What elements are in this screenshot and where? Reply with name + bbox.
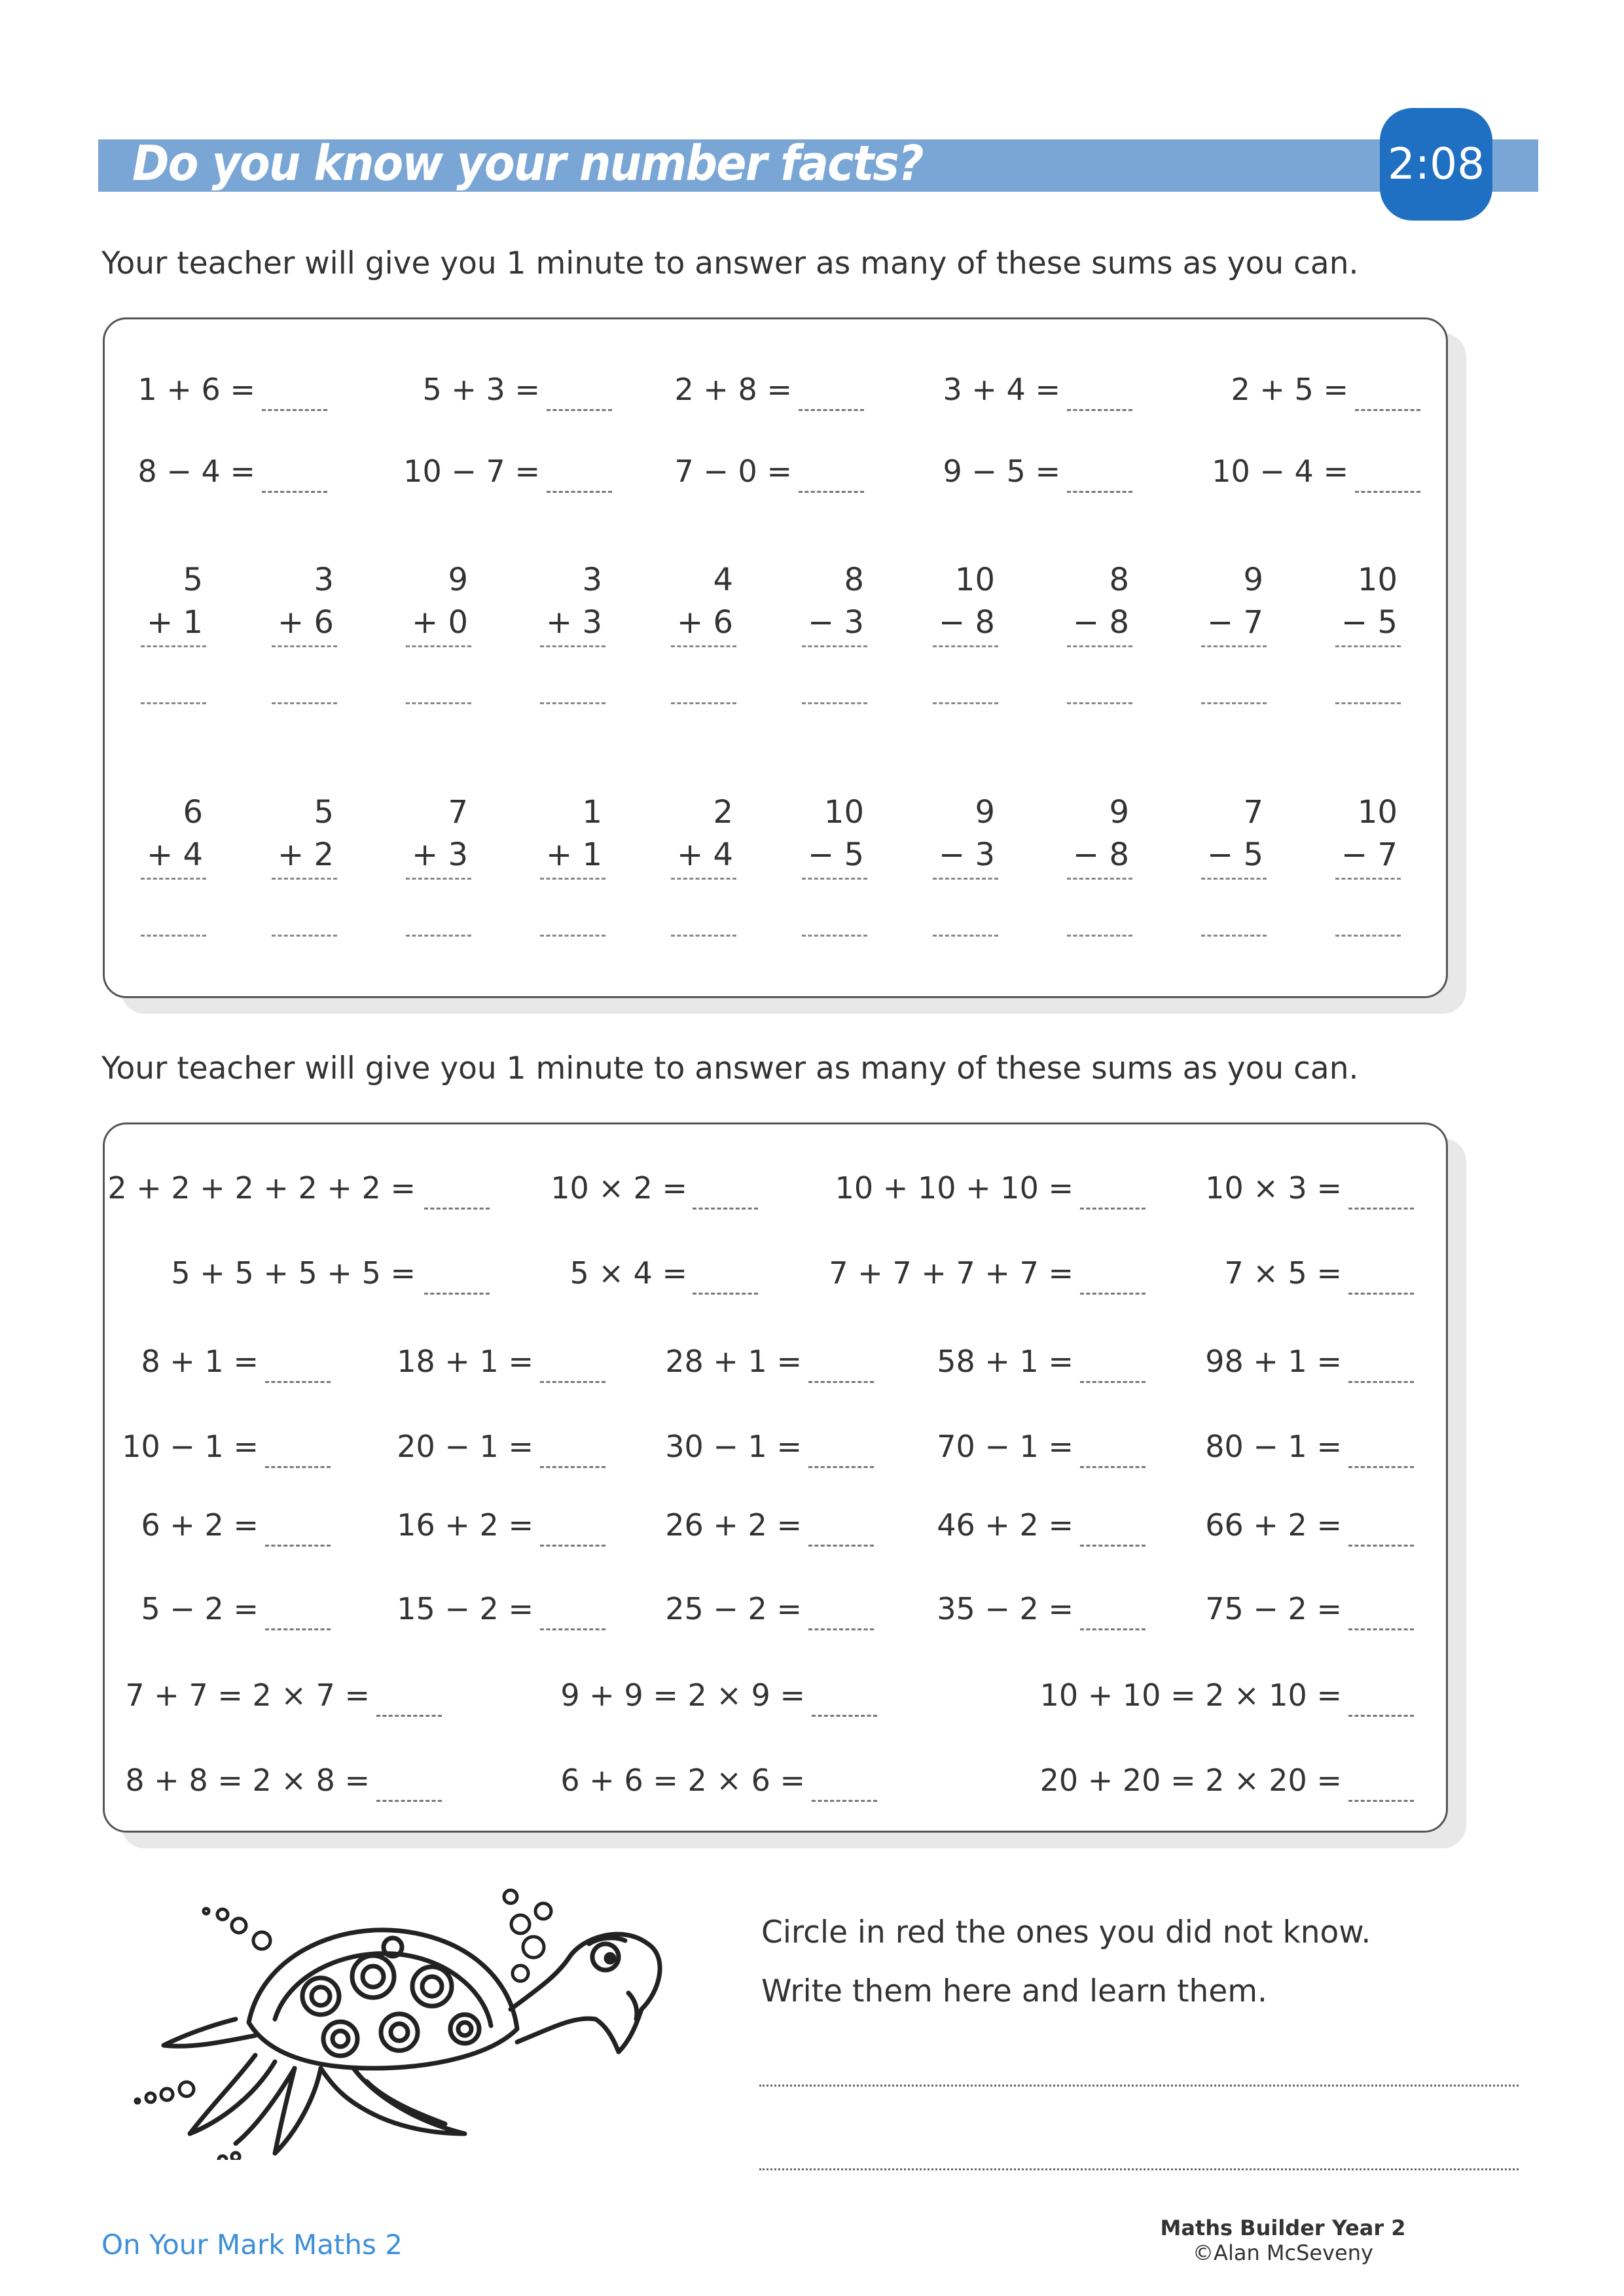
vertical-sum-bottom: + 6 xyxy=(676,604,733,641)
equation-text: 46 + 2 = xyxy=(937,1507,1074,1543)
equation-text: 8 + 8 = 2 × 8 = xyxy=(125,1763,370,1798)
vertical-sum-top: 4 xyxy=(713,562,733,598)
vertical-sum-bottom: − 5 xyxy=(1206,836,1263,873)
vertical-sum-rule xyxy=(802,645,867,647)
equation-text: 75 − 2 = xyxy=(1205,1591,1342,1626)
vertical-sum-bottom: − 7 xyxy=(1206,604,1263,641)
equation-text: 5 + 3 = xyxy=(422,372,540,407)
vertical-sum-bottom: + 4 xyxy=(676,836,733,873)
vertical-sum-top: 6 xyxy=(183,794,203,831)
vertical-sum-rule xyxy=(671,645,736,647)
answer-blank[interactable] xyxy=(1080,1381,1146,1383)
equation-text: 15 − 2 = xyxy=(397,1591,533,1626)
answer-blank[interactable] xyxy=(540,1466,605,1468)
vertical-sum-bottom: − 8 xyxy=(938,604,995,641)
answer-blank[interactable] xyxy=(1348,1381,1414,1383)
equation-text: 8 + 1 = xyxy=(141,1344,259,1379)
answer-blank[interactable] xyxy=(812,1800,877,1802)
answer-blank[interactable] xyxy=(376,1800,442,1802)
vertical-sum-bottom: + 3 xyxy=(411,836,468,873)
answer-line[interactable] xyxy=(759,2168,1519,2170)
vertical-sum-rule xyxy=(1201,878,1267,880)
answer-blank[interactable] xyxy=(808,1545,874,1547)
vertical-sum-top: 10 xyxy=(1357,562,1398,598)
vertical-sum-rule xyxy=(1201,645,1267,647)
turtle-illustration xyxy=(124,1878,687,2160)
equation-text: 10 + 10 + 10 = xyxy=(835,1170,1074,1206)
answer-blank[interactable] xyxy=(547,409,612,411)
equation-text: 5 − 2 = xyxy=(141,1591,259,1626)
equation-text: 1 + 6 = xyxy=(137,372,255,407)
answer-blank[interactable] xyxy=(1355,409,1420,411)
answer-blank[interactable] xyxy=(1201,702,1267,704)
page-number-badge: 2:08 xyxy=(1380,108,1492,221)
answer-blank[interactable] xyxy=(1067,409,1132,411)
equation-text: 7 + 7 + 7 + 7 = xyxy=(829,1255,1074,1291)
answer-blank[interactable] xyxy=(272,935,337,937)
answer-blank[interactable] xyxy=(802,935,867,937)
vertical-sum-rule xyxy=(1067,645,1132,647)
vertical-sum-bottom: − 3 xyxy=(938,836,995,873)
answer-blank[interactable] xyxy=(1067,491,1132,493)
vertical-sum-top: 10 xyxy=(1357,794,1398,831)
answer-blank[interactable] xyxy=(265,1545,331,1547)
answer-blank[interactable] xyxy=(1080,1208,1146,1210)
vertical-sum-rule xyxy=(406,878,471,880)
vertical-sum-bottom: − 8 xyxy=(1072,836,1129,873)
vertical-sum-bottom: + 3 xyxy=(545,604,602,641)
vertical-sum-bottom: + 4 xyxy=(146,836,203,873)
instruction-second: Your teacher will give you 1 minute to answer as many of these sums as you can. xyxy=(101,1050,1359,1086)
page-title: Do you know your number facts? xyxy=(132,135,923,192)
circle-instruction-line2: Write them here and learn them. xyxy=(761,1973,1267,2009)
answer-blank[interactable] xyxy=(799,409,864,411)
equation-text: 10 + 10 = 2 × 10 = xyxy=(1039,1677,1342,1713)
equation-text: 66 + 2 = xyxy=(1205,1507,1342,1543)
equation-text: 10 − 1 = xyxy=(122,1429,259,1464)
equation-text: 35 − 2 = xyxy=(937,1591,1074,1626)
answer-blank[interactable] xyxy=(540,935,605,937)
vertical-sum-top: 3 xyxy=(582,562,602,598)
vertical-sum-bottom: + 1 xyxy=(545,836,602,873)
answer-blank[interactable] xyxy=(1348,1208,1414,1210)
equation-text: 58 + 1 = xyxy=(937,1344,1074,1379)
vertical-sum-top: 5 xyxy=(183,562,203,598)
answer-blank[interactable] xyxy=(933,702,998,704)
equation-text: 5 + 5 + 5 + 5 = xyxy=(171,1255,416,1291)
vertical-sum-top: 8 xyxy=(844,562,864,598)
answer-blank[interactable] xyxy=(808,1628,874,1630)
equation-text: 2 + 2 + 2 + 2 + 2 = xyxy=(107,1170,416,1206)
vertical-sum-bottom: − 5 xyxy=(1341,604,1398,641)
equation-text: 6 + 6 = 2 × 6 = xyxy=(560,1763,805,1798)
equation-text: 6 + 2 = xyxy=(141,1507,259,1543)
equation-text: 70 − 1 = xyxy=(937,1429,1074,1464)
answer-blank[interactable] xyxy=(693,1293,758,1295)
equation-text: 98 + 1 = xyxy=(1205,1344,1342,1379)
vertical-sum-top: 8 xyxy=(1109,562,1129,598)
panel-number-facts xyxy=(103,317,1448,998)
vertical-sum-rule xyxy=(1067,878,1132,880)
answer-blank[interactable] xyxy=(1335,935,1401,937)
answer-blank[interactable] xyxy=(693,1208,758,1210)
answer-blank[interactable] xyxy=(1335,702,1401,704)
vertical-sum-top: 7 xyxy=(448,794,468,831)
answer-blank[interactable] xyxy=(802,702,867,704)
vertical-sum-bottom: − 5 xyxy=(807,836,864,873)
vertical-sum-top: 10 xyxy=(823,794,864,831)
vertical-sum-top: 10 xyxy=(954,562,995,598)
answer-blank[interactable] xyxy=(540,1545,605,1547)
equation-text: 20 + 20 = 2 × 20 = xyxy=(1039,1763,1342,1798)
equation-text: 20 − 1 = xyxy=(397,1429,533,1464)
equation-text: 10 − 7 = xyxy=(403,454,540,489)
answer-blank[interactable] xyxy=(424,1208,490,1210)
answer-blank[interactable] xyxy=(1067,702,1132,704)
answer-blank[interactable] xyxy=(547,491,612,493)
answer-blank[interactable] xyxy=(424,1293,490,1295)
vertical-sum-rule xyxy=(406,645,471,647)
vertical-sum-bottom: − 7 xyxy=(1341,836,1398,873)
footer-copyright: ©Alan McSeveny xyxy=(1193,2240,1373,2265)
footer-series: On Your Mark Maths 2 xyxy=(101,2229,403,2261)
equation-text: 10 × 3 = xyxy=(1205,1170,1342,1206)
vertical-sum-bottom: + 6 xyxy=(277,604,334,641)
equation-text: 25 − 2 = xyxy=(665,1591,802,1626)
answer-blank[interactable] xyxy=(1348,1800,1414,1802)
vertical-sum-rule xyxy=(540,878,605,880)
answer-blank[interactable] xyxy=(933,935,998,937)
instruction-first: Your teacher will give you 1 minute to answer as many of these sums as you can. xyxy=(101,245,1359,281)
circle-instruction-line1: Circle in red the ones you did not know. xyxy=(761,1914,1371,1950)
title-bar xyxy=(98,135,1538,192)
vertical-sum-bottom: − 3 xyxy=(807,604,864,641)
vertical-sum-rule xyxy=(272,878,337,880)
vertical-sum-top: 1 xyxy=(582,794,602,831)
vertical-sum-top: 9 xyxy=(975,794,995,831)
equation-text: 8 − 4 = xyxy=(137,454,255,489)
equation-text: 30 − 1 = xyxy=(665,1429,802,1464)
answer-blank[interactable] xyxy=(376,1715,442,1717)
equation-text: 7 + 7 = 2 × 7 = xyxy=(125,1677,370,1713)
answer-blank[interactable] xyxy=(141,935,206,937)
vertical-sum-rule xyxy=(272,645,337,647)
equation-text: 10 × 2 = xyxy=(550,1170,687,1206)
answer-blank[interactable] xyxy=(406,935,471,937)
answer-blank[interactable] xyxy=(1355,491,1420,493)
answer-blank[interactable] xyxy=(671,702,736,704)
vertical-sum-rule xyxy=(1335,645,1401,647)
vertical-sum-rule xyxy=(1335,878,1401,880)
answer-blank[interactable] xyxy=(1348,1545,1414,1547)
answer-blank[interactable] xyxy=(671,935,736,937)
equation-text: 16 + 2 = xyxy=(397,1507,533,1543)
equation-text: 3 + 4 = xyxy=(943,372,1060,407)
vertical-sum-rule xyxy=(540,645,605,647)
footer-credits xyxy=(1152,2215,1414,2265)
equation-text: 26 + 2 = xyxy=(665,1507,802,1543)
answer-blank[interactable] xyxy=(262,409,327,411)
equation-text: 10 − 4 = xyxy=(1212,454,1348,489)
answer-blank[interactable] xyxy=(1201,935,1267,937)
vertical-sum-top: 9 xyxy=(1243,562,1263,598)
equation-text: 2 + 5 = xyxy=(1231,372,1348,407)
vertical-sum-bottom: + 2 xyxy=(277,836,334,873)
vertical-sum-top: 9 xyxy=(448,562,468,598)
equation-text: 9 − 5 = xyxy=(943,454,1060,489)
answer-blank[interactable] xyxy=(265,1381,331,1383)
equation-text: 80 − 1 = xyxy=(1205,1429,1342,1464)
answer-blank[interactable] xyxy=(272,702,337,704)
vertical-sum-bottom: + 1 xyxy=(146,604,203,641)
vertical-sum-rule xyxy=(933,878,998,880)
answer-blank[interactable] xyxy=(540,1628,605,1630)
equation-text: 7 − 0 = xyxy=(674,454,792,489)
vertical-sum-rule xyxy=(671,878,736,880)
answer-blank[interactable] xyxy=(141,702,206,704)
answer-blank[interactable] xyxy=(1348,1466,1414,1468)
equation-text: 2 + 8 = xyxy=(674,372,792,407)
vertical-sum-top: 7 xyxy=(1243,794,1263,831)
panel-multiplication-facts xyxy=(103,1122,1448,1833)
vertical-sum-rule xyxy=(141,645,206,647)
answer-blank[interactable] xyxy=(1080,1466,1146,1468)
equation-text: 9 + 9 = 2 × 9 = xyxy=(560,1677,805,1713)
answer-blank[interactable] xyxy=(1348,1628,1414,1630)
vertical-sum-bottom: + 0 xyxy=(411,604,468,641)
vertical-sum-top: 3 xyxy=(314,562,334,598)
vertical-sum-bottom: − 8 xyxy=(1072,604,1129,641)
answer-blank[interactable] xyxy=(540,702,605,704)
equation-text: 5 × 4 = xyxy=(569,1255,687,1291)
answer-blank[interactable] xyxy=(1080,1628,1146,1630)
equation-text: 28 + 1 = xyxy=(665,1344,802,1379)
answer-blank[interactable] xyxy=(1080,1545,1146,1547)
answer-blank[interactable] xyxy=(808,1466,874,1468)
answer-blank[interactable] xyxy=(540,1381,605,1383)
answer-blank[interactable] xyxy=(1348,1293,1414,1295)
vertical-sum-top: 2 xyxy=(713,794,733,831)
answer-blank[interactable] xyxy=(1067,935,1132,937)
answer-blank[interactable] xyxy=(262,491,327,493)
answer-blank[interactable] xyxy=(1080,1293,1146,1295)
answer-blank[interactable] xyxy=(265,1628,331,1630)
vertical-sum-rule xyxy=(802,878,867,880)
answer-blank[interactable] xyxy=(406,702,471,704)
answer-blank[interactable] xyxy=(1348,1715,1414,1717)
vertical-sum-top: 5 xyxy=(314,794,334,831)
answer-blank[interactable] xyxy=(812,1715,877,1717)
vertical-sum-rule xyxy=(933,645,998,647)
footer-book-title: Maths Builder Year 2 xyxy=(1160,2215,1406,2240)
answer-blank[interactable] xyxy=(799,491,864,493)
equation-text: 7 × 5 = xyxy=(1224,1255,1342,1291)
equation-text: 18 + 1 = xyxy=(397,1344,533,1379)
vertical-sum-top: 9 xyxy=(1109,794,1129,831)
answer-blank[interactable] xyxy=(265,1466,331,1468)
answer-blank[interactable] xyxy=(808,1381,874,1383)
answer-line[interactable] xyxy=(759,2085,1519,2087)
vertical-sum-rule xyxy=(141,878,206,880)
